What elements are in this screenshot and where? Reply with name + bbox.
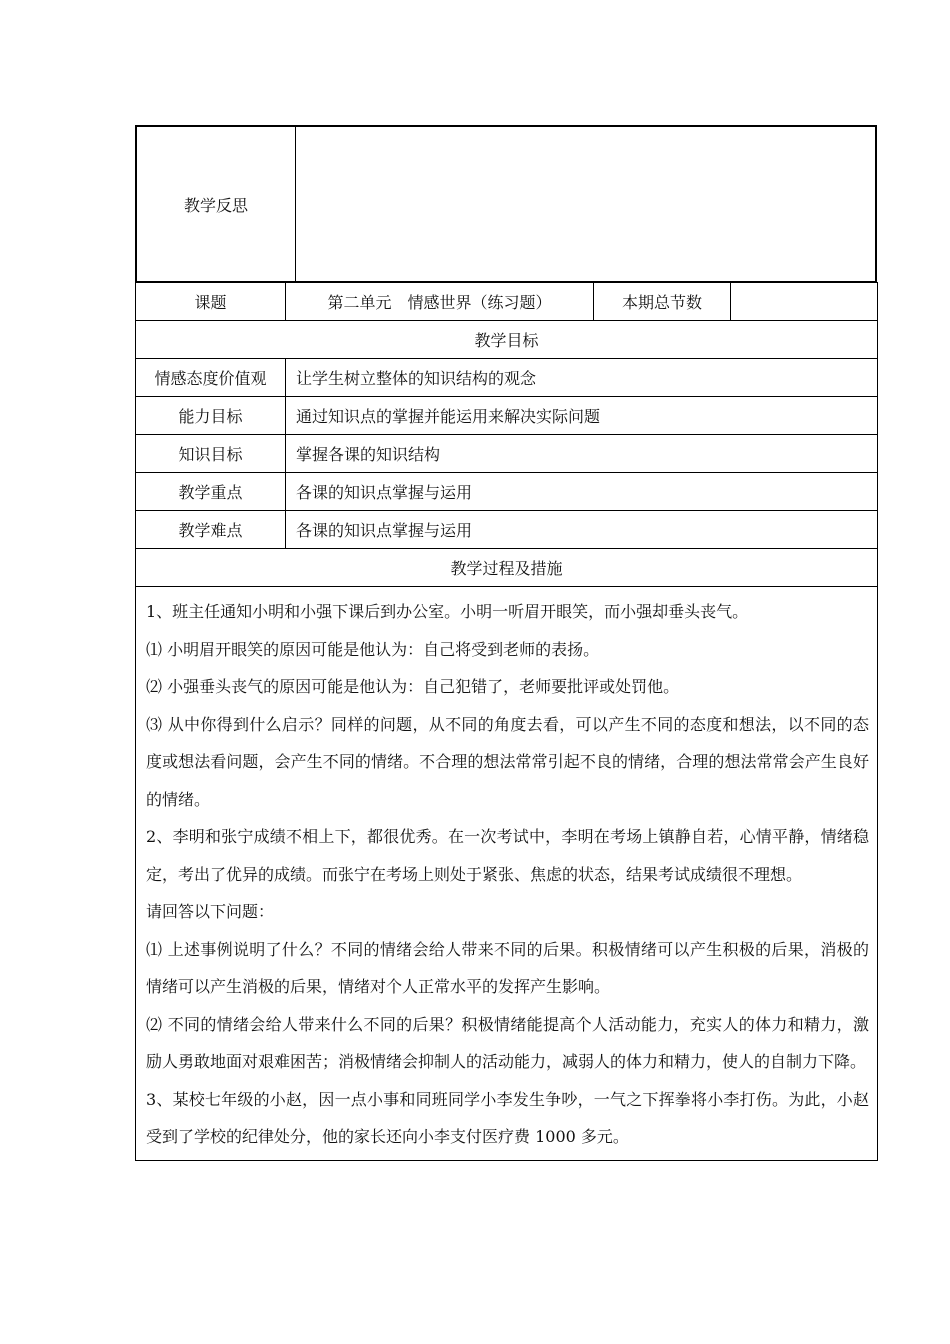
process-paragraph: 2、李明和张宁成绩不相上下，都很优秀。在一次考试中，李明在考场上镇静自若，心情平静，情绪稳定，考出了优异的成绩。而张宁在考场上则处于紧张、焦虑的状态，结果考试成绩很不理想。	[146, 827, 869, 884]
process-paragraph: ⑴ 上述事例说明了什么？不同的情绪会给人带来不同的后果。积极情绪可以产生积极的后果，消极的情绪可以产生消极的后果，情绪对个人正常水平的发挥产生影响。	[146, 939, 869, 996]
process-paragraph: ⑵ 不同的情绪会给人带来什么不同的后果？积极情绪能提高个人活动能力，充实人的体力和精力，激励人勇敢地面对艰难困苦；消极情绪会抑制人的活动能力，减弱人的体力和精力，使人的自制力下降。	[146, 1014, 869, 1071]
reflection-label: 教学反思	[137, 127, 296, 281]
objective-label: 能力目标	[136, 397, 286, 435]
objective-row	[136, 397, 878, 435]
process-paragraph: ⑵ 小强垂头丧气的原因可能是他认为：自己犯错了，老师要批评或处罚他。	[146, 677, 680, 696]
objective-row	[136, 359, 878, 397]
objective-row	[136, 435, 878, 473]
process-paragraph: ⑶ 从中你得到什么启示？同样的问题，从不同的角度去看，可以产生不同的态度和想法，以不同的态度或想法看问题，会产生不同的情绪。不合理的想法常常引起不良的情绪，合理的想法常常会产生良好的情绪。	[146, 714, 869, 809]
objective-label: 知识目标	[136, 435, 286, 473]
process-content	[136, 587, 878, 1161]
process-paragraph: ⑴ 小明眉开眼笑的原因可能是他认为：自己将受到老师的表扬。	[146, 639, 600, 659]
lesson-plan-table	[135, 282, 878, 1161]
process-paragraph: 请回答以下问题：	[146, 902, 275, 921]
objective-value: 通过知识点的掌握并能运用来解决实际问题	[286, 397, 878, 435]
objective-row	[136, 473, 878, 511]
objective-label: 教学难点	[136, 511, 286, 549]
topic-label: 课题	[136, 283, 286, 321]
topic-value: 第二单元 情感世界（练习题）	[286, 283, 594, 321]
objectives-title: 教学目标	[136, 321, 878, 359]
objective-label: 情感态度价值观	[136, 359, 286, 397]
objective-value: 各课的知识点掌握与运用	[286, 473, 878, 511]
objective-row	[136, 511, 878, 549]
reflection-section	[135, 125, 877, 283]
objective-value: 各课的知识点掌握与运用	[286, 511, 878, 549]
header-row	[136, 283, 878, 321]
period-label: 本期总节数	[594, 283, 731, 321]
process-paragraph: 3、某校七年级的小赵，因一点小事和同班同学小李发生争吵，一气之下挥拳将小李打伤。为此，小赵受到了学校的纪律处分，他的家长还向小李支付医疗费 1000 多元。	[146, 1089, 869, 1146]
period-value	[731, 283, 878, 321]
process-title: 教学过程及措施	[136, 549, 878, 587]
objective-value: 掌握各课的知识结构	[286, 435, 878, 473]
objective-label: 教学重点	[136, 473, 286, 511]
process-paragraph: 1、班主任通知小明和小强下课后到办公室。小明一听眉开眼笑，而小强却垂头丧气。	[146, 602, 749, 621]
objective-value: 让学生树立整体的知识结构的观念	[286, 359, 878, 397]
